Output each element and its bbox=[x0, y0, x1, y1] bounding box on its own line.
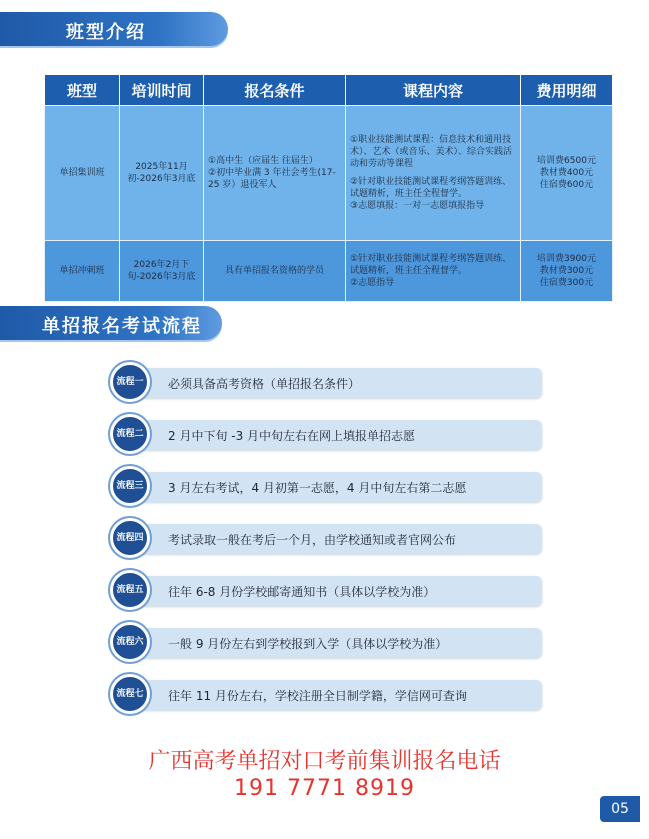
condition-line: ②初中毕业满 3 年社会考生(17-25 岁）退役军人 bbox=[208, 168, 336, 190]
content-line: ③志愿填报：一对一志愿填报指导 bbox=[350, 201, 485, 211]
step-badge: 流程六 bbox=[110, 622, 150, 662]
column-header: 费用明细 bbox=[521, 75, 613, 106]
column-header: 报名条件 bbox=[204, 75, 346, 106]
class-type-cell: 单招集训班 bbox=[45, 106, 120, 241]
process-step bbox=[110, 570, 546, 610]
step-badge: 流程五 bbox=[110, 570, 150, 610]
step-badge: 流程二 bbox=[110, 414, 150, 454]
step-pill bbox=[122, 368, 542, 398]
course-content-cell bbox=[346, 106, 521, 241]
process-step bbox=[110, 622, 546, 662]
contact-title: 广西高考单招对口考前集训报名电话 bbox=[148, 749, 501, 774]
fee-line: 教材费400元 bbox=[539, 168, 594, 178]
step-badge: 流程三 bbox=[110, 466, 150, 506]
conditions-cell bbox=[204, 241, 346, 302]
step-badge: 流程七 bbox=[110, 674, 150, 714]
contact-phone[interactable]: 191 7771 8919 bbox=[234, 776, 415, 801]
training-time-cell: 2025年11月初-2026年3月底 bbox=[120, 106, 204, 241]
step-text: 往年 6-8 月份学校邮寄通知书（具体以学校为准） bbox=[168, 585, 436, 599]
condition-line: ①高中生（应届生 往届生） bbox=[208, 156, 318, 166]
step-pill bbox=[122, 420, 542, 450]
step-pill bbox=[122, 628, 542, 658]
course-content-cell bbox=[346, 241, 521, 302]
fee-cell bbox=[521, 241, 613, 302]
step-text: 必须具备高考资格（单招报名条件） bbox=[168, 377, 361, 391]
section-banner-class-intro bbox=[0, 12, 228, 46]
process-step bbox=[110, 466, 546, 506]
step-pill bbox=[122, 680, 542, 710]
process-step bbox=[110, 362, 546, 402]
conditions-cell bbox=[204, 106, 346, 241]
column-header: 课程内容 bbox=[346, 75, 521, 106]
step-badge: 流程一 bbox=[110, 362, 150, 402]
content-line: ②志愿指导 bbox=[350, 278, 395, 288]
section-title: 单招报名考试流程 bbox=[42, 316, 202, 337]
section-banner-process bbox=[0, 306, 222, 340]
step-text: 考试录取一般在考后一个月，由学校通知或者官网公布 bbox=[168, 533, 457, 547]
table-row bbox=[45, 241, 613, 302]
step-text: 往年 11 月份左右，学校注册全日制学籍，学信网可查询 bbox=[168, 689, 467, 703]
step-text: 一般 9 月份左右到学校报到入学（具体以学校为准） bbox=[168, 637, 448, 651]
step-pill bbox=[122, 576, 542, 606]
step-badge: 流程四 bbox=[110, 518, 150, 558]
content-line: ②针对职业技能测试课程考纲答题训练、试题精析，班主任全程督学。 bbox=[350, 177, 512, 199]
column-header: 班型 bbox=[45, 75, 120, 106]
process-step bbox=[110, 674, 546, 714]
table-header-row bbox=[45, 75, 613, 106]
content-line: ①针对职业技能测试课程考纲答题训练、试题精析，班主任全程督学。 bbox=[350, 254, 512, 276]
column-header: 培训时间 bbox=[120, 75, 204, 106]
step-pill bbox=[122, 472, 542, 502]
page-number: 05 bbox=[600, 796, 640, 822]
fee-line: 培训费6500元 bbox=[537, 156, 596, 166]
condition-line: 具有单招报名资格的学员 bbox=[224, 266, 324, 276]
class-type-cell: 单招冲刺班 bbox=[45, 241, 120, 302]
content-line: ①职业技能测试课程：信息技术和通用技术）、艺术（或音乐、美术）、综合实践活动和劳动等课程 bbox=[350, 135, 513, 169]
process-step bbox=[110, 518, 546, 558]
step-pill bbox=[122, 524, 542, 554]
fee-line: 住宿费300元 bbox=[539, 278, 594, 288]
process-step bbox=[110, 414, 546, 454]
fee-line: 培训费3900元 bbox=[537, 254, 596, 264]
step-text: 3 月左右考试，4 月初第一志愿，4 月中旬左右第二志愿 bbox=[168, 481, 467, 495]
section-title: 班型介绍 bbox=[66, 22, 146, 43]
fee-line: 住宿费600元 bbox=[539, 180, 594, 190]
table-row bbox=[45, 106, 613, 241]
training-time-cell: 2026年2月下旬-2026年3月底 bbox=[120, 241, 204, 302]
fee-line: 教材费300元 bbox=[539, 266, 594, 276]
fee-cell bbox=[521, 106, 613, 241]
step-text: 2 月中下旬 -3 月中旬左右在网上填报单招志愿 bbox=[168, 429, 416, 443]
class-type-table bbox=[44, 74, 613, 302]
